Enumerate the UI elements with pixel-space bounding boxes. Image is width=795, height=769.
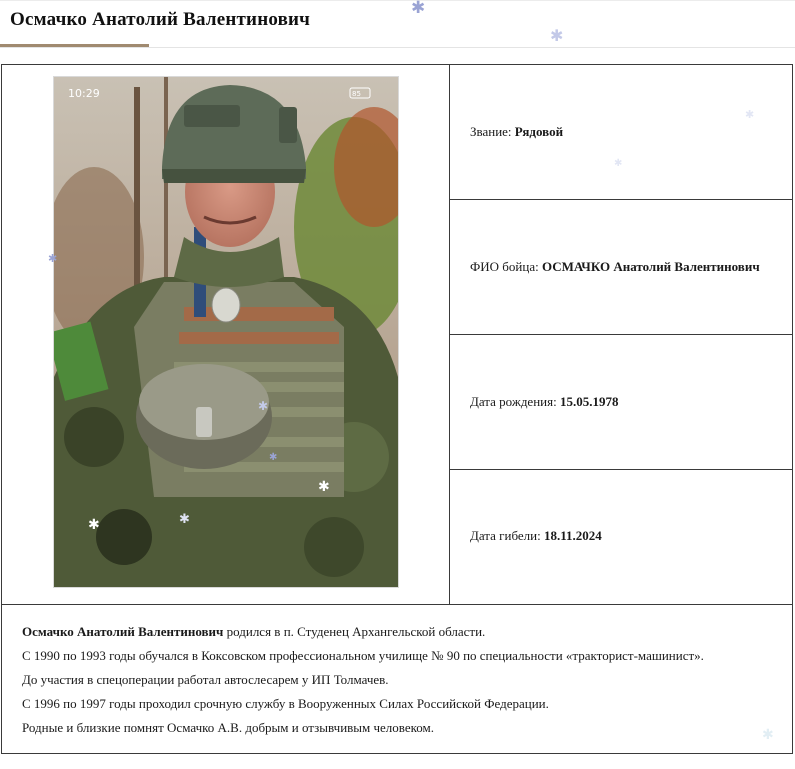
bio-line-2: С 1990 по 1993 годы обучался в Коксовском профессиональном училище № 90 по специальности «тракторист-машинист». — [22, 648, 704, 663]
photo-status-time: 10:29 — [68, 87, 100, 100]
snowflake-icon: ✱ — [318, 479, 330, 495]
snowflake-icon: ✱ — [179, 512, 190, 527]
bio-name: Осмачко Анатолий Валентинович — [22, 624, 224, 639]
snowflake-icon: ✱ — [550, 26, 564, 45]
death-value: 18.11.2024 — [543, 528, 602, 543]
birth-cell — [450, 335, 792, 470]
snowflake-icon: ✱ — [88, 517, 100, 533]
bio-line-3: До участия в спецоперации работал автослесарем у ИП Толмачев. — [22, 672, 389, 687]
rank-cell — [450, 65, 792, 200]
name-cell — [450, 200, 792, 335]
snowflake-icon: ✱ — [762, 727, 774, 743]
birth-label: Дата рождения: — [470, 394, 557, 409]
name-label: ФИО бойца: — [470, 259, 539, 274]
snowflake-icon: ✱ — [269, 452, 278, 463]
snowflake-icon: ✱ — [411, 0, 426, 18]
title-underline — [0, 44, 149, 47]
page-title: Осмачко Анатолий Валентинович — [10, 9, 311, 30]
photo-status-battery: 85 — [352, 90, 361, 98]
name-row — [470, 259, 760, 275]
rank-label: Звание: — [470, 124, 512, 139]
biography — [2, 604, 792, 753]
death-row — [470, 528, 602, 544]
rank-row — [470, 124, 563, 140]
bio-line-1-text: родился в п. Студенец Архангельской области. — [223, 624, 486, 639]
bio-line-5: Родные и близкие помнят Осмачко А.В. добрым и отзывчивым человеком. — [22, 720, 435, 735]
bio-line-4: С 1996 по 1997 годы проходил срочную службу в Вооруженных Силах Российской Федерации. — [22, 696, 549, 711]
snowflake-icon: ✱ — [48, 252, 58, 265]
snowflake-icon: ✱ — [614, 158, 623, 169]
photo-cell — [2, 65, 450, 604]
snowflake-icon: ✱ — [258, 399, 269, 413]
rank-value: Рядовой — [514, 124, 564, 139]
birth-row — [470, 394, 618, 410]
death-label: Дата гибели: — [470, 528, 541, 543]
soldier-photo — [53, 76, 399, 588]
birth-value: 15.05.1978 — [559, 394, 619, 409]
soldier-card — [1, 64, 793, 754]
death-cell — [450, 470, 792, 604]
page-header — [0, 0, 795, 48]
snowflake-icon: ✱ — [745, 108, 755, 121]
name-value: ОСМАЧКО Анатолий Валентинович — [541, 259, 760, 274]
bio-line-1 — [22, 624, 485, 640]
